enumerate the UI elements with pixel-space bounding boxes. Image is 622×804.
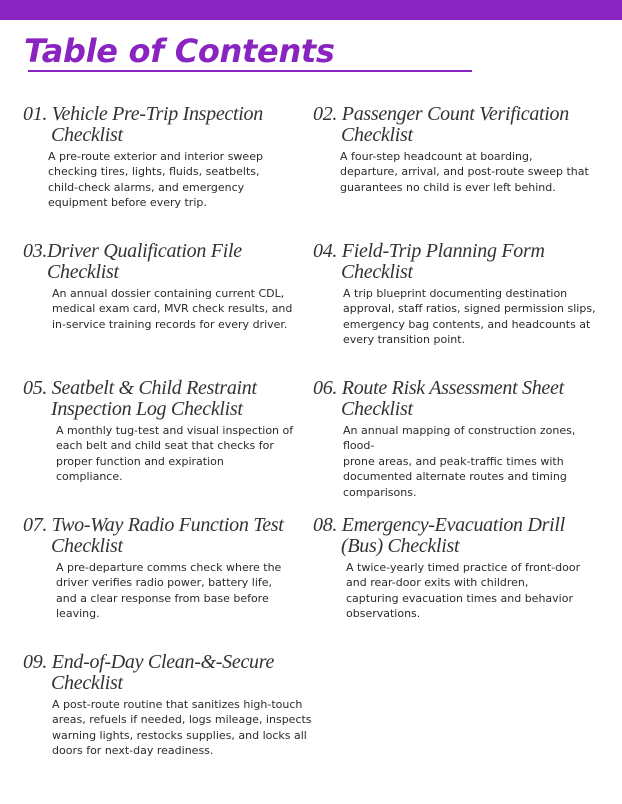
toc-entry-heading: [313, 515, 603, 557]
description-line: driver verifies radio power, battery life,: [56, 576, 273, 590]
description-line: A pre-route exterior and interior sweep: [48, 150, 263, 163]
description-line: proper function and expiration: [56, 454, 224, 468]
description-line: emergency bag contents, and headcounts at: [343, 317, 591, 331]
toc-entry-heading: [23, 104, 313, 146]
toc-entry-heading-line2: Inspection Log Checklist: [51, 398, 243, 420]
toc-entry-heading-line1: 01. Vehicle Pre-Trip Inspection: [23, 103, 263, 125]
toc-entry-description: [23, 560, 313, 622]
toc-entry: [23, 378, 313, 485]
toc-entry-heading-line1: 03.Driver Qualification File: [23, 240, 242, 262]
description-line: A post-route routine that sanitizes high-touch: [52, 698, 303, 711]
description-line: and rear-door exits with children,: [346, 576, 529, 590]
description-line: areas, refuels if needed, logs mileage, inspects: [52, 713, 312, 727]
description-line: A pre-departure comms check where the: [56, 561, 282, 574]
description-line: An annual mapping of construction zones, flood-: [343, 424, 576, 453]
toc-entry-heading-line2: Checklist: [341, 398, 413, 420]
title-underline: [28, 70, 472, 72]
description-line: departure, arrival, and post-route sweep that: [340, 165, 589, 179]
toc-entry: [23, 104, 313, 211]
description-line: A monthly tug-test and visual inspection of: [56, 424, 294, 437]
page-title: Table of Contents: [24, 32, 335, 70]
toc-entry: [313, 378, 603, 500]
toc-entry-description: [313, 423, 603, 500]
toc-entry-description: [313, 286, 603, 348]
toc-entry-heading-line1: 06. Route Risk Assessment Sheet: [313, 377, 564, 399]
toc-entry-description: [23, 697, 313, 759]
toc-entry-heading-line1: 07. Two-Way Radio Function Test: [23, 514, 284, 536]
description-line: approval, staff ratios, signed permission slips,: [343, 302, 596, 316]
description-line: An annual dossier containing current CDL,: [52, 287, 285, 300]
description-line: guarantees no child is ever left behind.: [340, 180, 556, 194]
toc-entry-heading-line2: Checklist: [341, 124, 413, 146]
toc-entry: [313, 515, 603, 622]
toc-entry-description: [313, 560, 603, 622]
toc-entry: [23, 241, 313, 332]
toc-entry-heading-line2: Checklist: [341, 261, 413, 283]
toc-entry-heading-line2: Checklist: [51, 124, 123, 146]
description-line: compliance.: [56, 470, 123, 484]
description-line: prone areas, and peak-traffic times with: [343, 454, 564, 468]
description-line: child-check alarms, and emergency: [48, 180, 245, 194]
description-line: documented alternate routes and timing: [343, 470, 567, 484]
description-line: A four-step headcount at boarding,: [340, 150, 533, 163]
toc-entry-heading: [23, 652, 313, 694]
description-line: equipment before every trip.: [48, 196, 207, 210]
description-line: A trip blueprint documenting destination: [343, 287, 568, 300]
description-line: warning lights, restocks supplies, and locks all: [52, 728, 307, 742]
toc-entry-heading-line2: Checklist: [47, 261, 119, 283]
description-line: capturing evacuation times and behavior: [346, 591, 573, 605]
toc-entry-description: [23, 423, 313, 485]
toc-entry: [313, 104, 603, 195]
description-line: every transition point.: [343, 333, 466, 347]
toc-entry-heading-line1: 08. Emergency-Evacuation Drill: [313, 514, 565, 536]
toc-entry-heading-line2: Checklist: [51, 535, 123, 557]
toc-entry-heading-line2: Checklist: [51, 672, 123, 694]
toc-entry: [23, 515, 313, 622]
top-accent-bar: [0, 0, 622, 20]
description-line: checking tires, lights, fluids, seatbelts,: [48, 165, 260, 179]
toc-entry-heading-line2: (Bus) Checklist: [341, 535, 460, 557]
toc-entry-heading: [23, 241, 313, 283]
description-line: A twice-yearly timed practice of front-door: [346, 561, 581, 574]
description-line: comparisons.: [343, 485, 417, 499]
toc-entry-heading: [313, 378, 603, 420]
description-line: medical exam card, MVR check results, and: [52, 302, 293, 316]
toc-entry-heading: [313, 241, 603, 283]
description-line: observations.: [346, 607, 421, 621]
toc-entry-heading: [23, 378, 313, 420]
toc-entry: [23, 652, 313, 759]
description-line: in-service training records for every driver.: [52, 317, 288, 331]
description-line: doors for next-day readiness.: [52, 744, 214, 758]
toc-entry-heading-line1: 05. Seatbelt & Child Restraint: [23, 377, 257, 399]
toc-entry: [313, 241, 603, 348]
description-line: each belt and child seat that checks for: [56, 439, 274, 453]
toc-entry-heading-line1: 04. Field-Trip Planning Form: [313, 240, 545, 262]
toc-entry-heading: [313, 104, 603, 146]
toc-entry-heading-line1: 02. Passenger Count Verification: [313, 103, 569, 125]
description-line: and a clear response from base before: [56, 591, 269, 605]
toc-entry-description: [23, 286, 313, 332]
toc-entry-description: [23, 149, 313, 211]
description-line: leaving.: [56, 607, 100, 621]
toc-entry-heading: [23, 515, 313, 557]
toc-entry-description: [313, 149, 603, 195]
toc-entry-heading-line1: 09. End-of-Day Clean-&-Secure: [23, 651, 275, 673]
